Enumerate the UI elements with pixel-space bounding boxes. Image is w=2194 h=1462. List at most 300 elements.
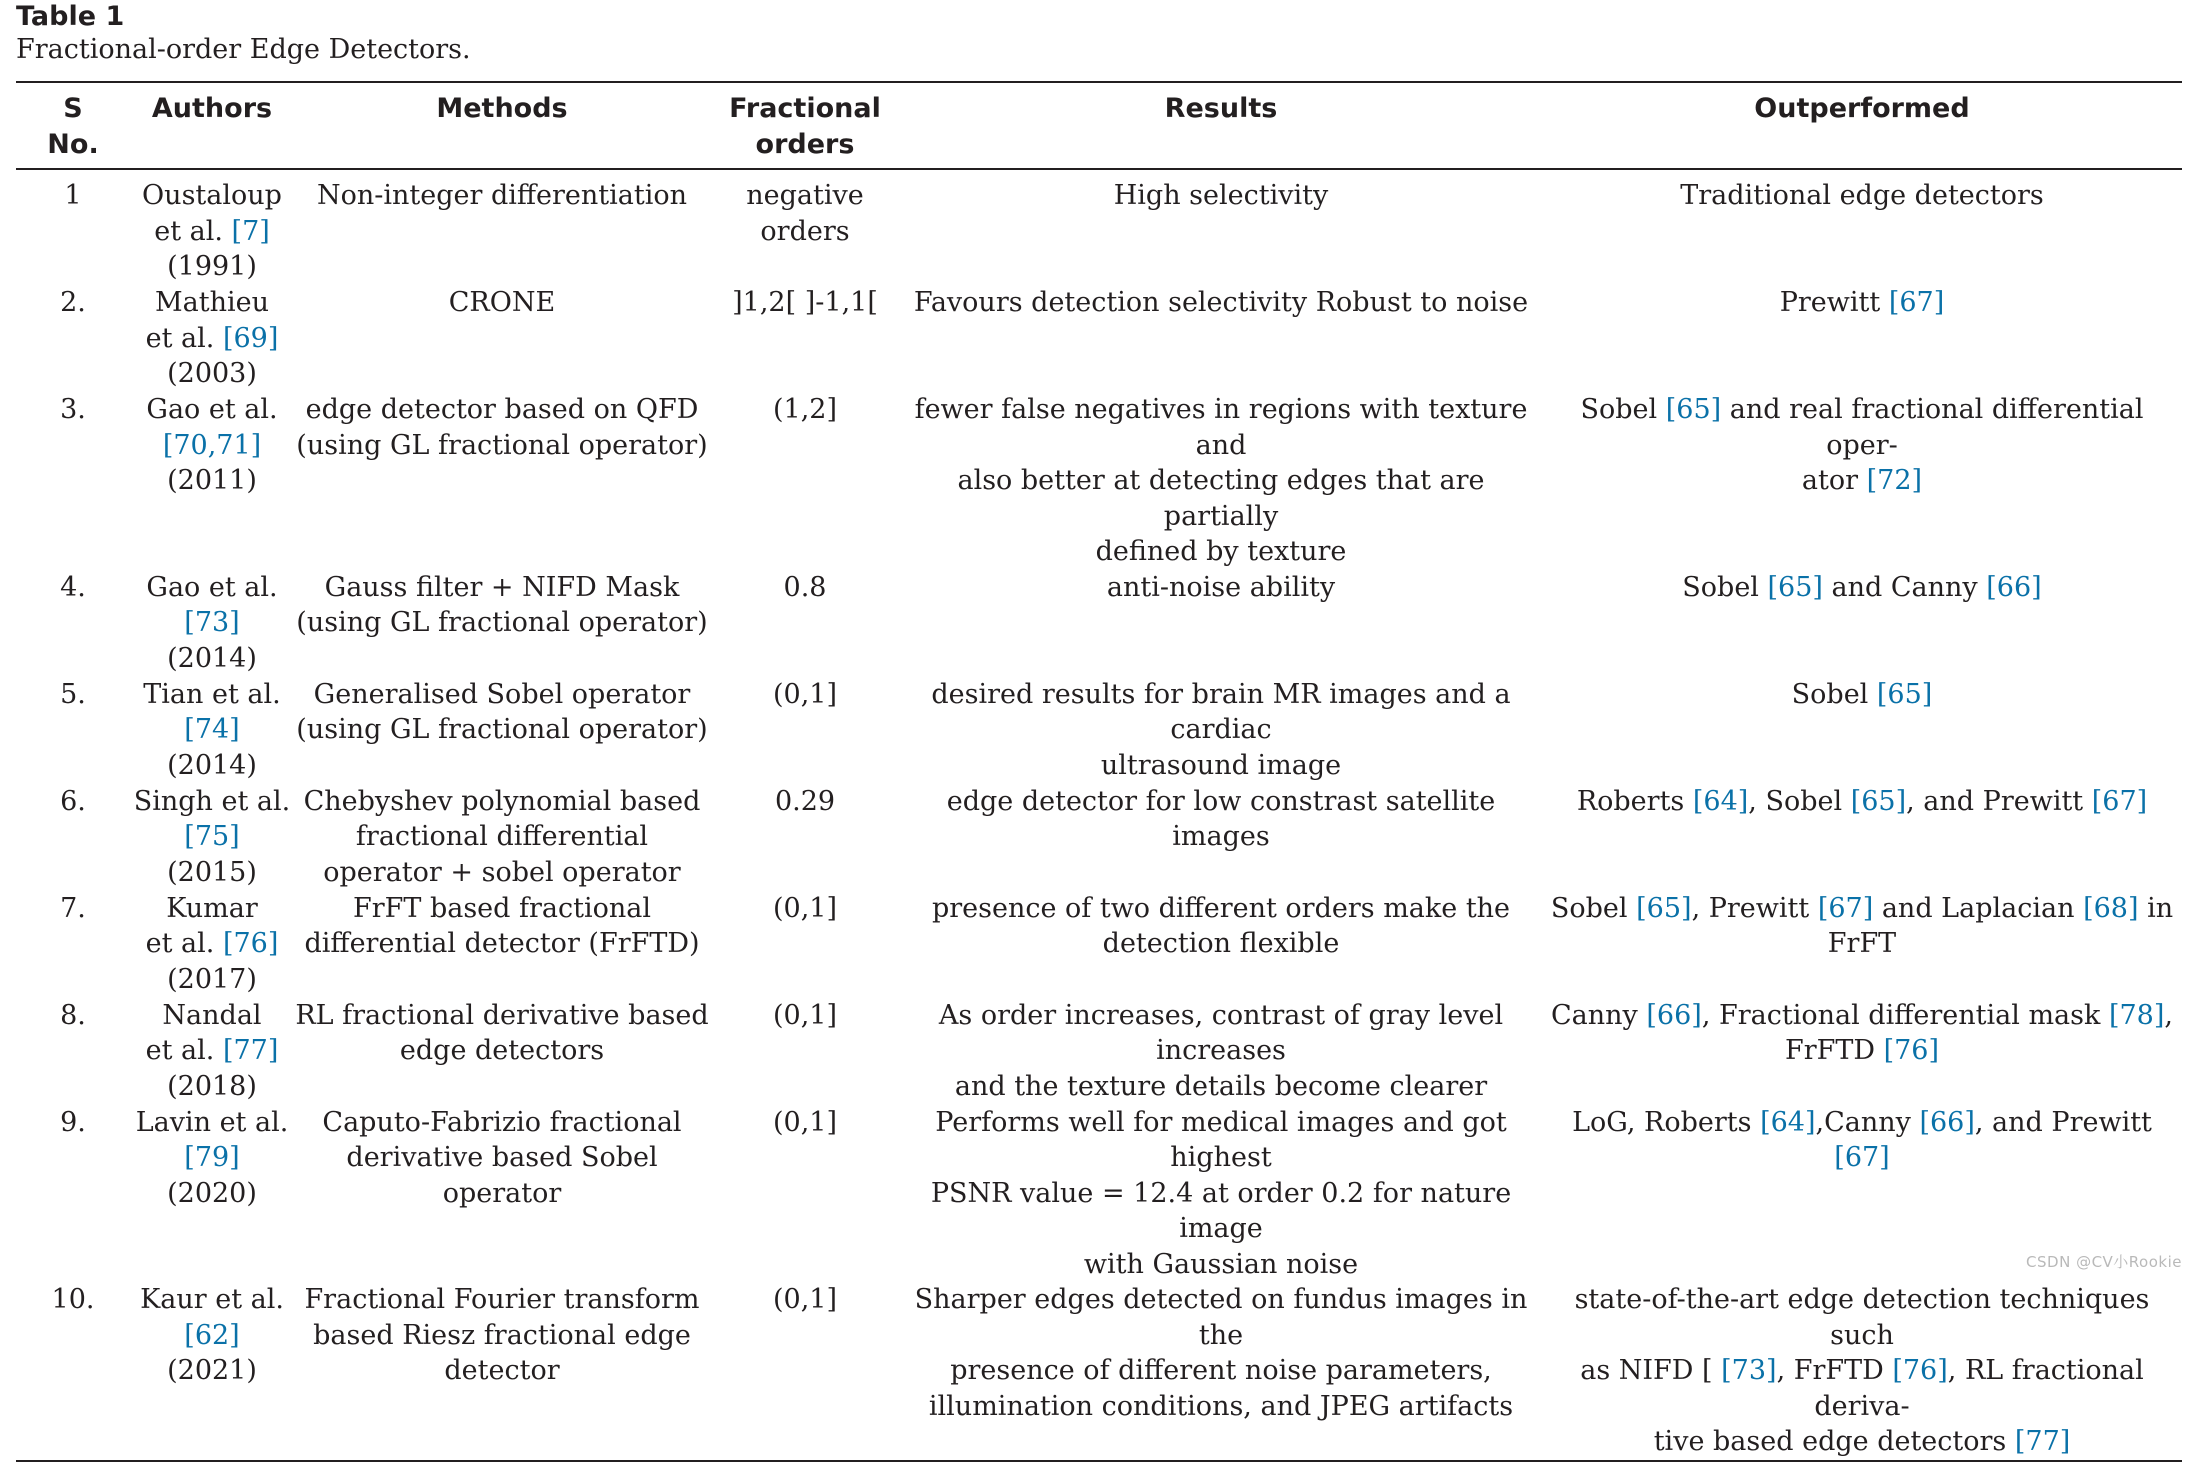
cell-line: [1542, 926, 2182, 962]
citation-link[interactable]: [78]: [2108, 999, 2165, 1031]
cell-methods: [294, 170, 710, 285]
cell-text: RL fractional derivative based: [295, 999, 709, 1031]
cell-line: [710, 392, 900, 428]
citation-link[interactable]: [70,71]: [162, 429, 262, 461]
cell-line: [130, 605, 294, 641]
cell-text: et al.: [145, 1035, 223, 1066]
cell-methods: [294, 570, 710, 677]
cell-outperformed: [1542, 1282, 2182, 1460]
cell-line: [130, 214, 294, 250]
cell-line: [1542, 392, 2182, 463]
cell-line: [130, 463, 294, 499]
cell-text: defined by texture: [1095, 536, 1347, 567]
cell-results: [900, 392, 1542, 570]
cell-line: [294, 178, 710, 214]
cell-line: [294, 819, 710, 855]
cell-line: [130, 1069, 294, 1105]
cell-line: [294, 285, 710, 321]
cell-authors: [130, 677, 294, 784]
cell-line: [710, 1105, 900, 1141]
cell-line: [294, 1176, 710, 1212]
cell-text: Generalised Sobel operator: [313, 678, 691, 710]
cell-methods: [294, 1105, 710, 1283]
cell-text: Sharper edges detected on fundus images in the: [914, 1284, 1528, 1351]
cell-text: operator + sobel operator: [323, 856, 681, 888]
cell-line: [1542, 285, 2182, 321]
cell-text: and real fractional differential oper-: [1721, 394, 2144, 461]
cell-authors: [130, 170, 294, 285]
citation-link[interactable]: [66]: [1986, 571, 2042, 603]
cell-outperformed: [1542, 998, 2182, 1105]
header-line: Authors: [151, 93, 273, 124]
header-line: No.: [47, 129, 99, 160]
citation-link[interactable]: [69]: [222, 322, 279, 354]
cell-text: detection flexible: [1102, 928, 1340, 959]
cell-text: Chebyshev polynomial based: [303, 785, 701, 817]
table-row: [16, 170, 2182, 285]
table-row: [16, 285, 2182, 392]
cell-line: [294, 1318, 710, 1354]
cell-text: PSNR value = 12.4 at order 0.2 for nature image: [930, 1177, 1512, 1244]
cell-line: [1542, 677, 2182, 713]
cell-line: [130, 712, 294, 748]
citation-link[interactable]: [64]: [1760, 1106, 1816, 1138]
cell-text: Tian et al.: [143, 678, 281, 710]
cell-outperformed: [1542, 170, 2182, 285]
citation-link[interactable]: [7]: [231, 215, 270, 247]
cell-line: [900, 748, 1542, 784]
cell-authors: [130, 784, 294, 891]
cell-text: (2014): [167, 642, 257, 674]
cell-text: et al.: [145, 928, 223, 959]
citation-link[interactable]: [67]: [1888, 287, 1945, 318]
cell-text: Canny: [1551, 999, 1647, 1031]
cell-text: Gauss filter + NIFD Mask: [324, 571, 680, 603]
cell-line: [1542, 998, 2182, 1034]
cell-outperformed: [1542, 677, 2182, 784]
header-authors: [130, 83, 294, 168]
citation-link[interactable]: [75]: [184, 821, 240, 852]
cell-methods: [294, 1282, 710, 1460]
cell-results: [900, 998, 1542, 1105]
cell-text: Traditional edge detectors: [1680, 180, 2044, 211]
cell-line: [294, 1282, 710, 1318]
cell-outperformed: [1542, 285, 2182, 392]
cell-text: (using GL fractional operator): [296, 429, 708, 461]
cell-line: [900, 891, 1542, 927]
header-row: [16, 83, 2182, 168]
cell-text: Roberts: [1576, 785, 1693, 817]
citation-link[interactable]: [67]: [1817, 892, 1874, 924]
table-body: [16, 170, 2182, 1460]
cell-authors: [130, 1105, 294, 1283]
table-row: [16, 784, 2182, 891]
citation-link[interactable]: [73]: [184, 607, 240, 638]
cell-text: FrFTD: [1784, 1035, 1884, 1066]
cell-line: [710, 178, 900, 214]
cell-line: [130, 855, 294, 891]
table-row: [16, 392, 2182, 570]
cell-text: Sobel: [1550, 892, 1637, 924]
cell-line: [710, 784, 900, 820]
cell-text: (using GL fractional operator): [296, 714, 708, 745]
cell-text: Prewitt: [1779, 287, 1889, 318]
cell-text: (2015): [167, 856, 257, 888]
cell-text: , and Prewitt: [1974, 1106, 2152, 1138]
citation-link[interactable]: [65]: [1876, 678, 1933, 710]
cell-authors: [130, 285, 294, 392]
header-line: S: [63, 93, 83, 124]
cell-line: [294, 605, 710, 641]
cell-line: [1542, 1424, 2182, 1460]
cell-text: FrFT: [1827, 928, 1897, 959]
cell-text: fractional differential: [355, 821, 649, 852]
cell-text: edge detector based on QFD: [305, 394, 699, 425]
cell-text: (0,1]: [772, 678, 837, 710]
cell-text: Gao et al.: [146, 394, 278, 425]
table-label: Table 1: [16, 1, 125, 32]
header-methods: [294, 83, 710, 168]
cell-text: also better at detecting edges that are partially: [957, 465, 1485, 532]
cell-line: [294, 1033, 710, 1069]
table-row: [16, 677, 2182, 784]
cell-outperformed: [1542, 570, 2182, 677]
cell-text: edge detectors: [399, 1035, 605, 1066]
cell-line: [1542, 1282, 2182, 1353]
cell-line: [1542, 570, 2182, 606]
cell-line: [900, 534, 1542, 570]
cell-line: [130, 1318, 294, 1354]
cell-results: [900, 570, 1542, 677]
cell-sno: 7.: [60, 892, 86, 924]
cell-text: et al.: [145, 322, 223, 354]
citation-link[interactable]: [66]: [1919, 1106, 1975, 1138]
cell-text: Non-integer differentiation: [316, 180, 688, 211]
cell-orders: [710, 285, 900, 392]
cell-methods: [294, 392, 710, 570]
cell-authors: [130, 392, 294, 570]
cell-text: ,: [2164, 999, 2173, 1031]
cell-line: [900, 392, 1542, 463]
cell-text: Kumar: [166, 892, 258, 924]
cell-text: (2014): [167, 749, 257, 781]
cell-line: [130, 356, 294, 392]
cell-outperformed: [1542, 784, 2182, 891]
cell-line: [294, 428, 710, 464]
header-orders: [710, 83, 900, 168]
table-row: [16, 998, 2182, 1105]
cell-text: Favours detection selectivity Robust to noise: [913, 287, 1529, 318]
cell-text: (1991): [167, 251, 257, 282]
cell-line: [1542, 463, 2182, 499]
header-line: orders: [755, 129, 855, 160]
cell-text: ator: [1801, 465, 1867, 496]
watermark: CSDN @CV小Rookie: [2026, 1253, 2182, 1271]
cell-authors: [130, 1282, 294, 1460]
header-outperformed: [1542, 83, 2182, 168]
cell-text: FrFT based fractional: [352, 892, 652, 924]
citation-link[interactable]: [68]: [2083, 892, 2139, 924]
cell-line: [130, 962, 294, 998]
cell-text: Sobel: [1580, 394, 1666, 425]
cell-orders: [710, 677, 900, 784]
cell-text: Sobel: [1791, 678, 1877, 710]
cell-line: [1542, 891, 2182, 927]
cell-text: , and Prewitt: [1906, 785, 2092, 817]
cell-results: [900, 285, 1542, 392]
cell-line: [1542, 1105, 2182, 1176]
cell-line: [710, 1282, 900, 1318]
cell-line: [130, 1282, 294, 1318]
cell-line: [130, 321, 294, 357]
cell-text: (0,1]: [772, 1284, 837, 1315]
cell-text: presence of different noise parameters,: [950, 1355, 1492, 1386]
cell-line: [1542, 1353, 2182, 1424]
cell-text: desired results for brain MR images and a cardiac: [931, 678, 1511, 745]
cell-orders: [710, 891, 900, 998]
table-row: [16, 1282, 2182, 1460]
cell-line: [130, 819, 294, 855]
cell-line: [130, 1176, 294, 1212]
cell-text: state-of-the-art edge detection techniques such: [1574, 1284, 2150, 1351]
cell-line: [1542, 1033, 2182, 1069]
cell-sno: 6.: [60, 785, 86, 817]
cell-text: (2011): [167, 465, 257, 496]
cell-text: (2021): [167, 1355, 257, 1386]
cell-results: [900, 1105, 1542, 1283]
cell-text: Singh et al.: [133, 785, 291, 817]
cell-line: [294, 392, 710, 428]
citation-link[interactable]: [65]: [1636, 892, 1692, 924]
citation-link[interactable]: [79]: [184, 1142, 240, 1173]
cell-text: anti-noise ability: [1106, 571, 1336, 603]
cell-line: [900, 1389, 1542, 1425]
cell-line: [900, 1282, 1542, 1353]
cell-sno: 9.: [60, 1106, 86, 1138]
cell-text: Nandal: [162, 999, 262, 1031]
cell-line: [130, 1353, 294, 1389]
citation-link[interactable]: [65]: [1665, 394, 1722, 425]
cell-orders: [710, 1105, 900, 1283]
cell-line: [294, 677, 710, 713]
cell-line: [130, 784, 294, 820]
cell-methods: [294, 285, 710, 392]
cell-text: ultrasound image: [1100, 749, 1342, 781]
cell-line: [900, 1353, 1542, 1389]
table-row: [16, 570, 2182, 677]
cell-line: [900, 178, 1542, 214]
cell-orders: [710, 784, 900, 891]
cell-text: 0.8: [783, 571, 827, 603]
cell-text: As order increases, contrast of gray level increases: [938, 999, 1504, 1066]
cell-sno: 1: [64, 180, 82, 211]
cell-line: [900, 1176, 1542, 1247]
cell-methods: [294, 784, 710, 891]
cell-sno: 2.: [60, 287, 86, 318]
header-results: [900, 83, 1542, 168]
cell-line: [710, 677, 900, 713]
cell-line: [1542, 784, 2182, 820]
cell-line: [130, 249, 294, 285]
citation-link[interactable]: [77]: [222, 1035, 279, 1066]
cell-text: fewer false negatives in regions with texture and: [914, 394, 1528, 461]
cell-orders: [710, 998, 900, 1105]
cell-results: [900, 677, 1542, 784]
cell-line: [900, 784, 1542, 855]
bottom-rule: [16, 1460, 2182, 1462]
cell-results: [900, 891, 1542, 998]
cell-line: [710, 998, 900, 1034]
cell-line: [900, 285, 1542, 321]
cell-line: [130, 748, 294, 784]
cell-line: [710, 891, 900, 927]
cell-text: Oustaloup: [142, 180, 282, 211]
cell-line: [130, 392, 294, 428]
citation-link[interactable]: [77]: [2014, 1426, 2071, 1457]
cell-line: [710, 285, 900, 321]
cell-text: Lavin et al.: [135, 1106, 289, 1138]
citation-link[interactable]: [64]: [1692, 785, 1749, 817]
cell-methods: [294, 891, 710, 998]
citation-link[interactable]: [67]: [2091, 785, 2148, 817]
cell-line: [294, 570, 710, 606]
header-line: Results: [1164, 93, 1278, 124]
cell-line: [130, 926, 294, 962]
cell-text: and Laplacian: [1873, 892, 2084, 924]
cell-text: Performs well for medical images and got highest: [935, 1106, 1507, 1173]
cell-line: [130, 178, 294, 214]
citation-link[interactable]: [67]: [1834, 1142, 1890, 1173]
cell-line: [130, 1033, 294, 1069]
cell-line: [130, 1140, 294, 1176]
cell-line: [294, 998, 710, 1034]
cell-text: and the texture details become clearer: [954, 1070, 1488, 1102]
citation-link[interactable]: [73]: [1721, 1355, 1777, 1386]
cell-line: [900, 1105, 1542, 1176]
cell-line: [900, 570, 1542, 606]
cell-text: , Sobel: [1748, 785, 1851, 817]
cell-line: [130, 998, 294, 1034]
citation-link[interactable]: [72]: [1866, 465, 1923, 496]
cell-methods: [294, 998, 710, 1105]
cell-text: LoG, Roberts: [1572, 1106, 1761, 1138]
citation-link[interactable]: [66]: [1646, 999, 1702, 1031]
cell-text: and Canny: [1822, 571, 1987, 603]
cell-text: ,Canny: [1815, 1106, 1920, 1138]
cell-text: (using GL fractional operator): [296, 607, 708, 638]
cell-text: 0.29: [774, 785, 836, 817]
cell-text: (0,1]: [772, 892, 837, 924]
cell-text: (2020): [167, 1177, 257, 1209]
cell-text: Gao et al.: [146, 571, 278, 603]
cell-text: based Riesz fractional edge: [313, 1319, 691, 1351]
cell-line: [1542, 178, 2182, 214]
cell-line: [900, 677, 1542, 748]
cell-line: [130, 285, 294, 321]
table-row: [16, 1105, 2182, 1283]
cell-outperformed: [1542, 392, 2182, 570]
cell-text: Mathieu: [155, 287, 269, 318]
cell-line: [294, 855, 710, 891]
cell-text: derivative based Sobel: [346, 1142, 658, 1173]
cell-text: as NIFD [: [1580, 1355, 1722, 1386]
cell-sno: 3.: [60, 394, 86, 425]
cell-text: (2018): [167, 1070, 257, 1102]
cell-methods: [294, 677, 710, 784]
cell-line: [900, 1247, 1542, 1283]
cell-orders: [710, 570, 900, 677]
cell-line: [130, 891, 294, 927]
cell-text: with Gaussian noise: [1083, 1248, 1359, 1280]
header-sno: [16, 83, 130, 168]
cell-text: negative: [746, 180, 864, 211]
cell-text: in: [2138, 892, 2174, 924]
cell-line: [294, 1105, 710, 1141]
cell-line: [130, 641, 294, 677]
citation-link[interactable]: [74]: [184, 714, 240, 745]
cell-text: Kaur et al.: [140, 1284, 284, 1315]
header-line: Fractional: [729, 93, 881, 124]
cell-text: edge detector for low constrast satellite images: [946, 785, 1496, 852]
cell-text: detector: [444, 1355, 560, 1386]
citation-link[interactable]: [65]: [1850, 785, 1907, 817]
header-line: Methods: [436, 93, 568, 124]
cell-authors: [130, 891, 294, 998]
cell-line: [130, 677, 294, 713]
citation-link[interactable]: [76]: [222, 928, 279, 959]
cell-text: Caputo-Fabrizio fractional: [322, 1106, 682, 1138]
cell-text: , RL fractional deriva-: [1814, 1355, 2144, 1422]
cell-text: (0,1]: [772, 999, 837, 1031]
cell-line: [294, 1140, 710, 1176]
cell-orders: [710, 1282, 900, 1460]
cell-line: [900, 926, 1542, 962]
cell-text: Fractional Fourier transform: [304, 1284, 700, 1315]
cell-text: (0,1]: [772, 1106, 837, 1138]
cell-text: et al.: [154, 215, 232, 247]
cell-text: illumination conditions, and JPEG artifacts: [928, 1390, 1514, 1422]
cell-line: [294, 926, 710, 962]
citation-link[interactable]: [76]: [1892, 1355, 1948, 1386]
cell-text: (2003): [167, 358, 257, 389]
cell-results: [900, 1282, 1542, 1460]
cell-text: tive based edge detectors: [1653, 1426, 2015, 1457]
cell-text: High selectivity: [1113, 180, 1329, 211]
cell-text: , FrFTD: [1776, 1355, 1893, 1386]
cell-authors: [130, 998, 294, 1105]
cell-text: (1,2]: [772, 394, 837, 425]
cell-text: presence of two different orders make the: [931, 892, 1511, 924]
cell-text: ]1,2[ ]-1,1[: [732, 287, 878, 318]
cell-text: CRONE: [448, 287, 556, 318]
cell-text: Sobel: [1682, 571, 1768, 603]
cell-text: , Fractional differential mask: [1701, 999, 2109, 1031]
citation-link[interactable]: [76]: [1883, 1035, 1940, 1066]
cell-line: [294, 712, 710, 748]
cell-line: [710, 214, 900, 250]
cell-text: operator: [442, 1177, 562, 1209]
cell-line: [710, 570, 900, 606]
citation-link[interactable]: [65]: [1767, 571, 1823, 603]
header-line: Outperformed: [1754, 93, 1970, 124]
cell-text: , Prewitt: [1691, 892, 1818, 924]
table-figure: [16, 0, 2182, 1462]
citation-link[interactable]: [62]: [184, 1319, 240, 1351]
cell-orders: [710, 170, 900, 285]
cell-line: [294, 784, 710, 820]
cell-text: differential detector (FrFTD): [304, 928, 700, 959]
cell-outperformed: [1542, 891, 2182, 998]
